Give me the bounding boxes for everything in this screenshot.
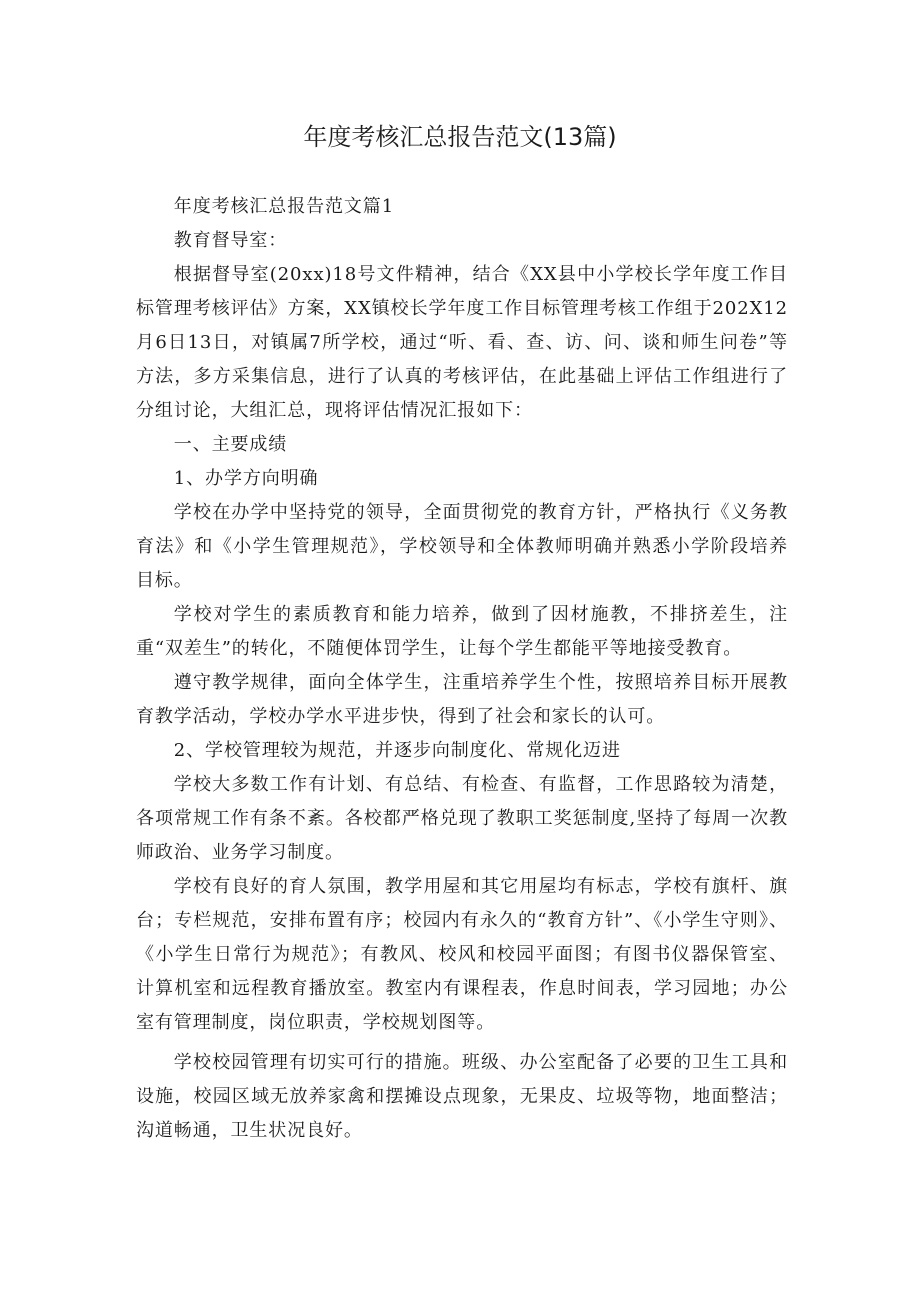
paragraph-campus-management: 学校校园管理有切实可行的措施。班级、办公室配备了必要的卫生工具和设施，校园区域无放养家禽和摆摊设点现象，无果皮、垃圾等物，地面整洁；沟道畅通，卫生状况良好。 <box>136 1052 788 1141</box>
subheading-management: 2、学校管理较为规范，并逐步向制度化、常规化迈进 <box>173 740 621 761</box>
paragraph-quality-education: 学校对学生的素质教育和能力培养，做到了因材施教，不排挤差生，注重“双差生”的转化，不随便体罚学生，让每个学生都能平等地接受教育。 <box>136 604 788 659</box>
paragraph-party-leadership: 学校在办学中坚持党的领导，全面贯彻党的教育方针，严格执行《义务教育法》和《小学生管理规范》，学校领导和全体教师明确并熟悉小学阶段培养目标。 <box>136 502 788 591</box>
salutation: 教育督导室： <box>173 230 288 251</box>
heading-main-achievements: 一、主要成绩 <box>173 434 288 455</box>
paragraph-atmosphere: 学校有良好的育人氛围，教学用屋和其它用屋均有标志，学校有旗杆、旗台；专栏规范，安排布置有序；校园内有永久的“教育方针”、《小学生守则》、《小学生日常行为规范》；有教风、校风和校园平面图；有图书仪器保管室、计算机室和远程教育播放室。教室内有课程表，作息时间表，学习园地；办公室有管理制度，岗位职责，学校规划图等。 <box>136 876 788 1033</box>
paragraph-work-plans: 学校大多数工作有计划、有总结、有检查、有监督，工作思路较为清楚，各项常规工作有条不紊。各校都严格兑现了教职工奖惩制度,坚持了每周一次教师政治、业务学习制度。 <box>136 774 788 863</box>
subheading-direction: 1、办学方向明确 <box>173 468 319 489</box>
document-body <box>136 190 788 1148</box>
paragraph-teaching-rules: 遵守教学规律，面向全体学生，注重培养学生个性，按照培养目标开展教育教学活动，学校办学水平进步快，得到了社会和家长的认可。 <box>136 672 788 727</box>
section-heading: 年度考核汇总报告范文篇1 <box>173 196 395 217</box>
document-title: 年度考核汇总报告范文(13篇) <box>303 123 617 151</box>
intro-paragraph: 根据督导室(20xx)18号文件精神，结合《XX县中小学校长学年度工作目标管理考核评估》方案，XX镇校长学年度工作目标管理考核工作组于202X12月6日13日，对镇属7所学校，通过“听、看、查、访、问、谈和师生问卷”等方法，多方采集信息，进行了认真的考核评估，在此基础上评估工作组进行了分组讨论，大组汇总，现将评估情况汇报如下： <box>136 264 788 421</box>
